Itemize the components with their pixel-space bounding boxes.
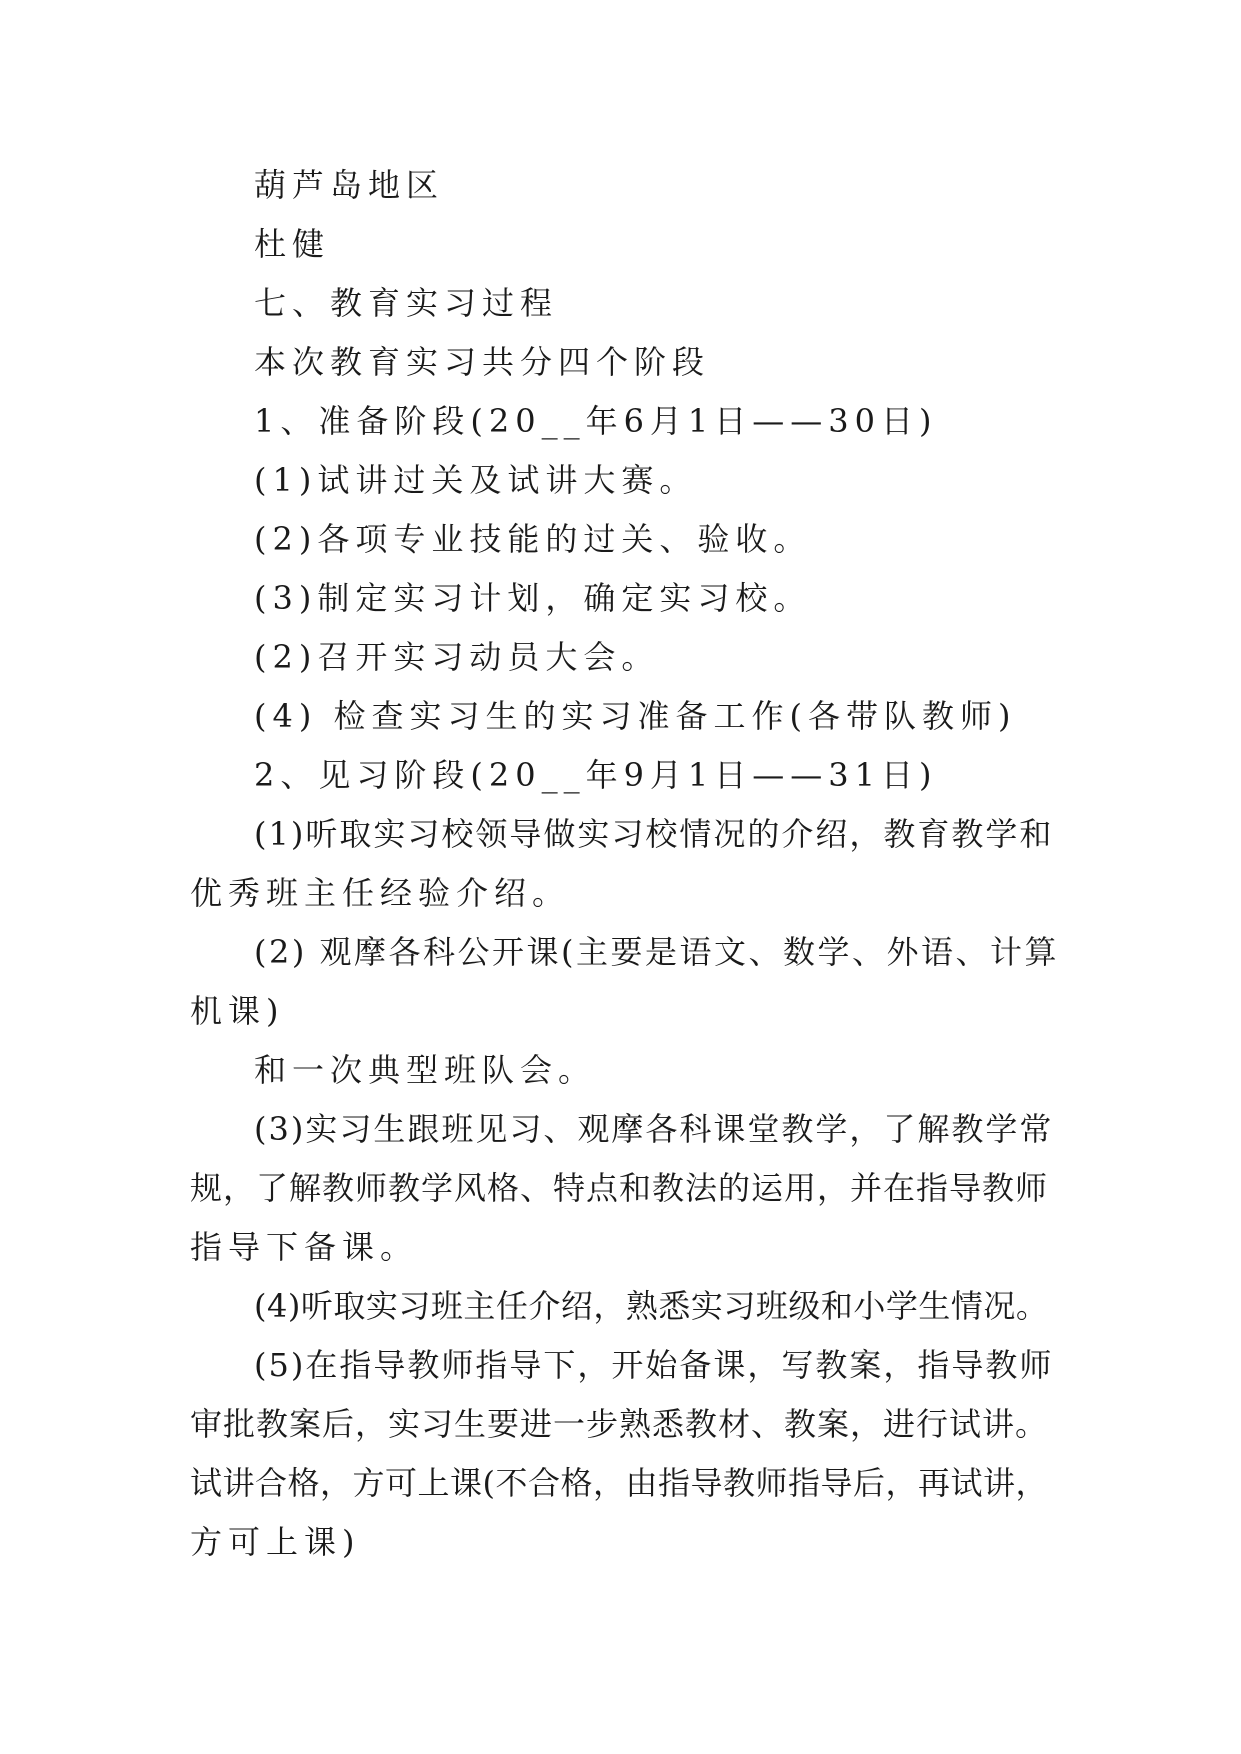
list-item: (4)听取实习班主任介绍，熟悉实习班级和小学生情况。 — [254, 1287, 1049, 1325]
list-item: (3)制定实习计划，确定实习校。 — [254, 579, 812, 617]
list-item: (2)召开实习动员大会。 — [254, 638, 660, 676]
list-item-continuation: 规，了解教师教学风格、特点和教法的运用，并在指导教师 — [190, 1169, 1049, 1207]
text-line: 杜健 — [254, 225, 331, 263]
text-line: 和一次典型班队会。 — [254, 1051, 597, 1089]
list-item: (5)在指导教师指导下，开始备课，写教案，指导教师 — [254, 1346, 1054, 1384]
list-item: (1)听取实习校领导做实习校情况的介绍，教育教学和 — [254, 815, 1054, 853]
list-item-continuation: 方可上课) — [190, 1523, 361, 1561]
text-line: 葫芦岛地区 — [254, 166, 445, 204]
list-item: (4) 检查实习生的实习准备工作(各带队教师) — [254, 697, 1017, 735]
stage-heading: 1、准备阶段(20__年6月1日——30日) — [254, 402, 938, 440]
list-item-continuation: 优秀班主任经验介绍。 — [190, 874, 571, 912]
list-item: (2) 观摩各科公开课(主要是语文、数学、外语、计算 — [254, 933, 1059, 971]
list-item-continuation: 机课) — [190, 992, 285, 1030]
text-line: 本次教育实习共分四个阶段 — [254, 343, 711, 381]
list-item: (3)实习生跟班见习、观摩各科课堂教学，了解教学常 — [254, 1110, 1054, 1148]
list-item: (1)试讲过关及试讲大赛。 — [254, 461, 698, 499]
list-item-continuation: 试讲合格，方可上课(不合格，由指导教师指导后，再试讲， — [190, 1464, 1048, 1502]
section-heading: 七、教育实习过程 — [254, 284, 559, 322]
list-item-continuation: 指导下备课。 — [190, 1228, 419, 1266]
list-item: (2)各项专业技能的过关、验收。 — [254, 520, 812, 558]
stage-heading: 2、见习阶段(20__年9月1日——31日) — [254, 756, 938, 794]
list-item-continuation: 审批教案后，实习生要进一步熟悉教材、教案，进行试讲。 — [190, 1405, 1049, 1443]
